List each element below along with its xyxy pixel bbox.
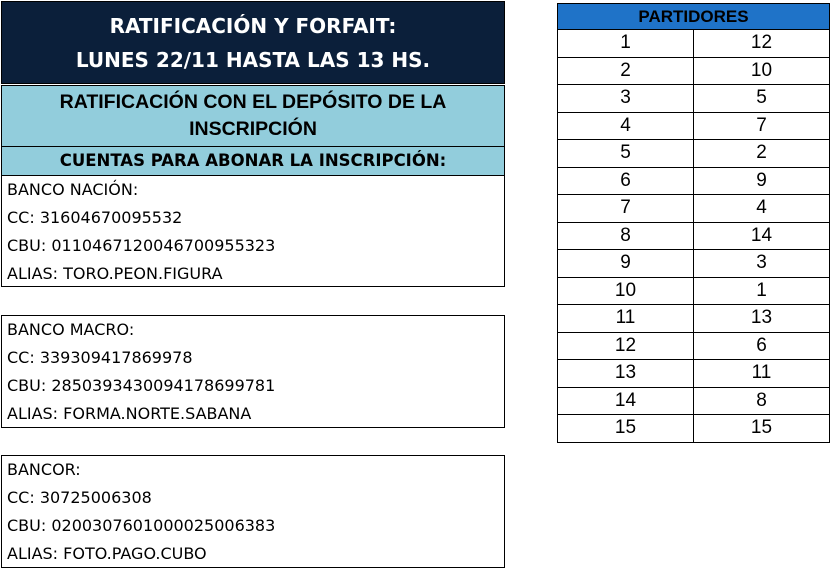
table-row — [558, 30, 830, 58]
table-row — [558, 277, 830, 305]
table-cell: 10 — [558, 277, 694, 305]
accounts-title: CUENTAS PARA ABONAR LA INSCRIPCIÓN: — [1, 146, 505, 176]
table-cell: 10 — [694, 57, 830, 85]
ratification-note — [1, 85, 505, 147]
table-cell: 13 — [558, 360, 694, 388]
table-cell: 1 — [694, 277, 830, 305]
table-cell: 14 — [694, 222, 830, 250]
table-cell: 8 — [694, 387, 830, 415]
table-row — [558, 332, 830, 360]
table-cell: 7 — [558, 195, 694, 223]
table-row — [558, 360, 830, 388]
table-row — [558, 140, 830, 168]
bank-account-macro — [1, 315, 505, 428]
partidores-table — [557, 3, 830, 443]
table-cell: 2 — [694, 140, 830, 168]
bank-cc: CC: 30725006308 — [7, 488, 152, 507]
table-cell: 12 — [694, 30, 830, 58]
bank-alias: ALIAS: TORO.PEON.FIGURA — [7, 264, 223, 283]
table-cell: 6 — [694, 332, 830, 360]
table-cell: 14 — [558, 387, 694, 415]
partidores-header: PARTIDORES — [558, 4, 830, 30]
bank-cbu: CBU: 0200307601000025006383 — [7, 516, 276, 535]
bank-cbu: CBU: 2850393430094178699781 — [7, 376, 276, 395]
bank-name: BANCO NACIÓN: — [7, 180, 139, 199]
table-cell: 11 — [558, 305, 694, 333]
table-cell: 5 — [558, 140, 694, 168]
table-cell: 4 — [558, 112, 694, 140]
table-cell: 15 — [558, 415, 694, 443]
bank-cbu: CBU: 0110467120046700955323 — [7, 236, 276, 255]
bank-account-bancor — [1, 455, 505, 568]
bank-alias: ALIAS: FOTO.PAGO.CUBO — [7, 544, 207, 563]
table-cell: 6 — [558, 167, 694, 195]
table-row — [558, 305, 830, 333]
table-cell: 9 — [694, 167, 830, 195]
table-cell: 8 — [558, 222, 694, 250]
ratification-line-1: RATIFICACIÓN CON EL DEPÓSITO DE LA — [59, 91, 447, 113]
table-cell: 3 — [694, 250, 830, 278]
table-cell: 2 — [558, 57, 694, 85]
bank-cc: CC: 31604670095532 — [7, 208, 183, 227]
table-cell: 1 — [558, 30, 694, 58]
bank-name: BANCO MACRO: — [7, 320, 135, 339]
table-row — [558, 222, 830, 250]
table-row — [558, 415, 830, 443]
table-cell: 11 — [694, 360, 830, 388]
table-cell: 15 — [694, 415, 830, 443]
table-cell: 13 — [694, 305, 830, 333]
table-row — [558, 387, 830, 415]
deadline-title: RATIFICACIÓN Y FORFAIT: — [109, 13, 397, 38]
table-cell: 3 — [558, 85, 694, 113]
table-cell: 9 — [558, 250, 694, 278]
deadline-header — [1, 1, 505, 84]
table-cell: 7 — [694, 112, 830, 140]
table-row — [558, 85, 830, 113]
table-row — [558, 112, 830, 140]
deadline-date: LUNES 22/11 HASTA LAS 13 HS. — [75, 47, 431, 72]
ratification-line-2: INSCRIPCIÓN — [189, 118, 317, 140]
table-cell: 12 — [558, 332, 694, 360]
table-row — [558, 250, 830, 278]
table-row — [558, 195, 830, 223]
table-row — [558, 57, 830, 85]
bank-alias: ALIAS: FORMA.NORTE.SABANA — [7, 404, 252, 423]
bank-account-nacion — [1, 175, 505, 287]
table-cell: 5 — [694, 85, 830, 113]
table-cell: 4 — [694, 195, 830, 223]
bank-name: BANCOR: — [7, 460, 81, 479]
table-row — [558, 167, 830, 195]
bank-cc: CC: 339309417869978 — [7, 348, 193, 367]
